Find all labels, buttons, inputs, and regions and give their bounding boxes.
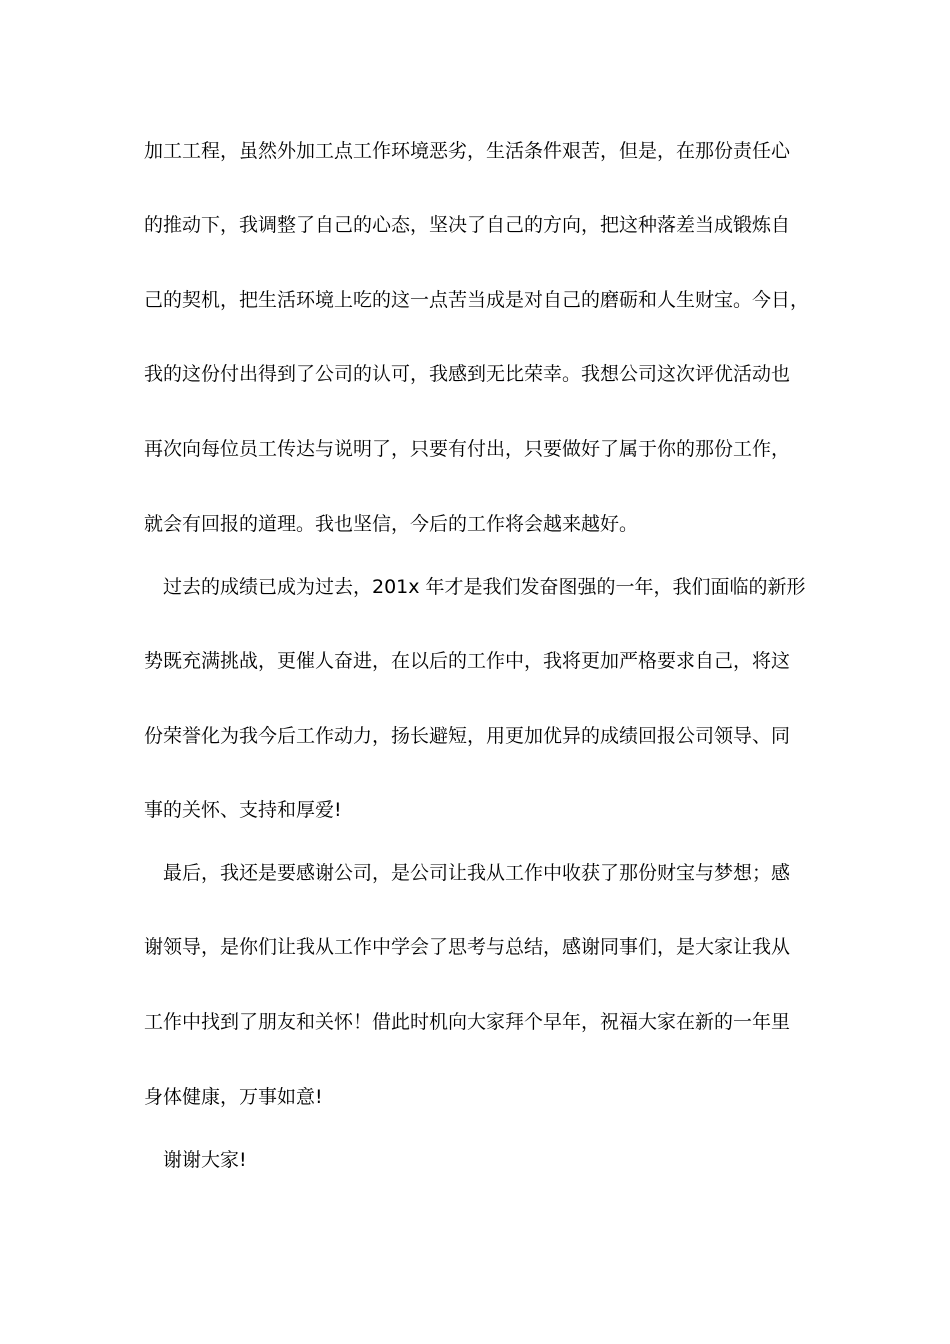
text-line: 事的关怀、支持和厚爱! <box>144 799 342 821</box>
text-line: 势既充满挑战，更催人奋进，在以后的工作中，我将更加严格要求自己，将这 <box>144 650 791 672</box>
text-line: 加工工程，虽然外加工点工作环境恶劣，生活条件艰苦，但是，在那份责任心 <box>144 140 791 162</box>
text-line: 谢谢大家! <box>163 1149 247 1171</box>
text-line: 再次向每位员工传达与说明了，只要有付出，只要做好了属于你的那份工作， <box>144 438 791 460</box>
text-line: 过去的成绩已成为过去，201x 年才是我们发奋图强的一年，我们面临的新形 <box>163 576 806 598</box>
text-line: 最后，我还是要感谢公司，是公司让我从工作中收获了那份财宝与梦想；感 <box>163 862 791 884</box>
text-line: 我的这份付出得到了公司的认可，我感到无比荣幸。我想公司这次评优活动也 <box>144 363 791 385</box>
text-line: 工作中找到了朋友和关怀！借此时机向大家拜个早年，祝福大家在新的一年里 <box>144 1011 791 1033</box>
text-line: 的推动下，我调整了自己的心态，坚决了自己的方向，把这种落差当成锻炼自 <box>144 214 791 236</box>
text-line: 就会有回报的道理。我也坚信，今后的工作将会越来越好。 <box>144 513 639 535</box>
text-line: 身体健康，万事如意! <box>144 1086 323 1108</box>
text-line: 己的契机，把生活环境上吃的这一点苦当成是对自己的磨砺和人生财宝。今日， <box>144 289 810 311</box>
text-line: 份荣誉化为我今后工作动力，扬长避短，用更加优异的成绩回报公司领导、同 <box>144 725 791 747</box>
text-line: 谢领导，是你们让我从工作中学会了思考与总结，感谢同事们，是大家让我从 <box>144 936 791 958</box>
